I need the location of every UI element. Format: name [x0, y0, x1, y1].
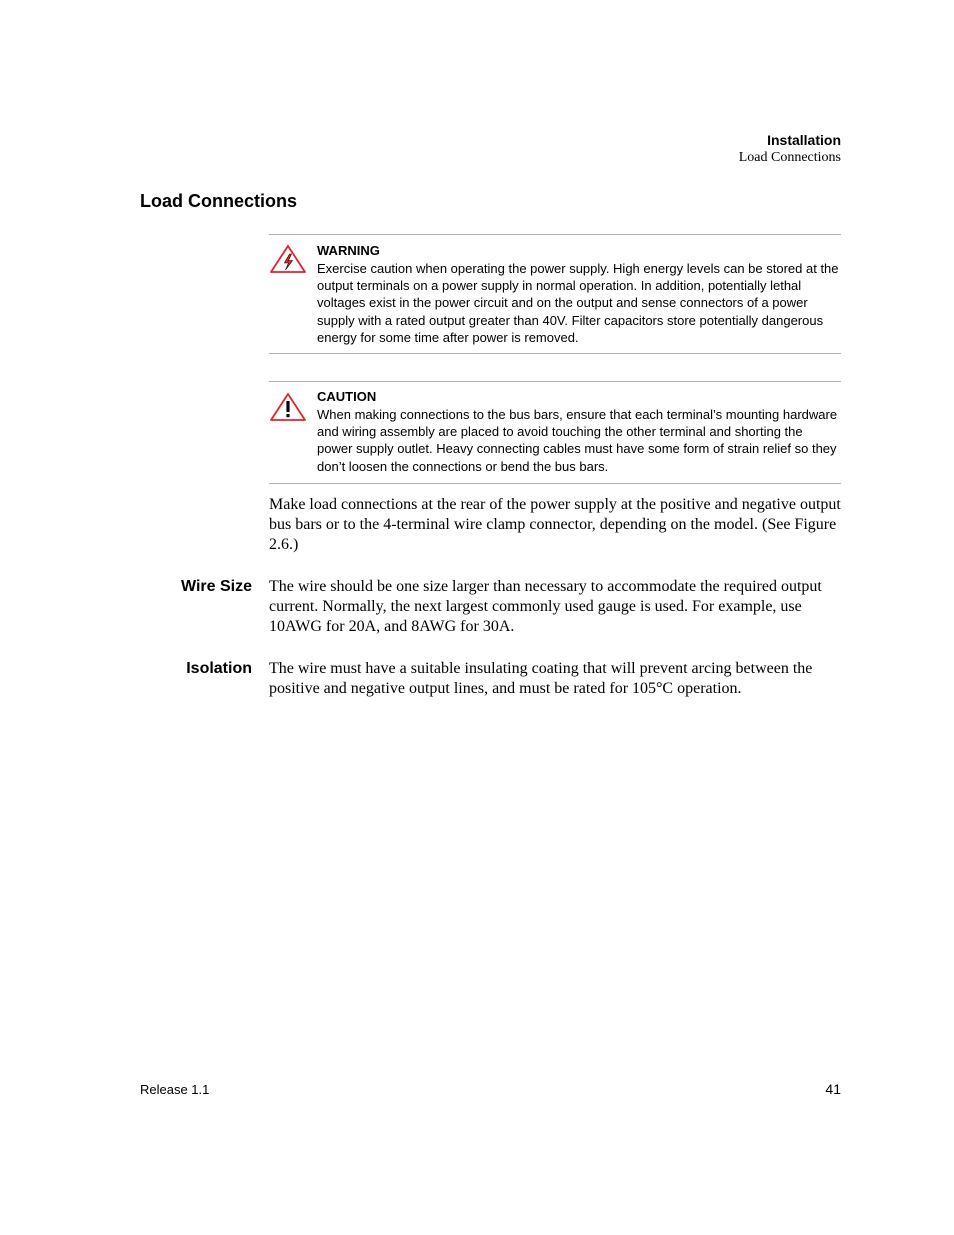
warning-text: Exercise caution when operating the power supply. High energy levels can be stored at the output terminals on a power supply in normal operation. In addition, potentially lethal voltages exist in the power circuit and on the output and sense connectors of a power supply with a rated output greater than 40V. Filter capacitors store potentially dangerous energy for some time after power is removed. — [317, 261, 839, 345]
footer-release: Release 1.1 — [140, 1082, 210, 1097]
caution-label: CAUTION — [317, 389, 377, 404]
wire-size-paragraph: The wire should be one size larger than necessary to accommodate the required output current. Normally, the next largest commonly used gauge is used. For example, use 10AWG for 20A, and 8AWG for 30A. — [269, 578, 822, 635]
warning-notice — [269, 234, 841, 354]
footer-page-number: 41 — [825, 1081, 841, 1097]
exclamation-triangle-icon — [269, 392, 307, 422]
warning-label: WARNING — [317, 243, 380, 258]
running-head-chapter: Installation — [767, 132, 841, 148]
isolation-heading: Isolation — [186, 660, 252, 677]
running-head-section: Load Connections — [738, 150, 841, 165]
electrical-hazard-icon — [269, 244, 307, 274]
page-title: Load Connections — [140, 191, 297, 211]
caution-notice — [269, 381, 841, 484]
intro-paragraph: Make load connections at the rear of the power supply at the positive and negative output bus bars or to the 4-terminal wire clamp connector, depending on the model. (See Figure 2.6.) — [269, 496, 841, 553]
running-head — [739, 131, 841, 167]
isolation-paragraph: The wire must have a suitable insulating coating that will prevent arcing between the positive and negative output lines, and must be rated for 105°C operation. — [269, 660, 813, 697]
caution-text: When making connections to the bus bars, ensure that each terminal’s mounting hardware and wiring assembly are placed to avoid touching the other terminal and shorting the power supply outlet. Heavy connecting cables must have some form of strain relief so they don’t loosen the connections or bend the bus bars. — [317, 407, 838, 474]
wire-size-heading: Wire Size — [181, 578, 252, 595]
